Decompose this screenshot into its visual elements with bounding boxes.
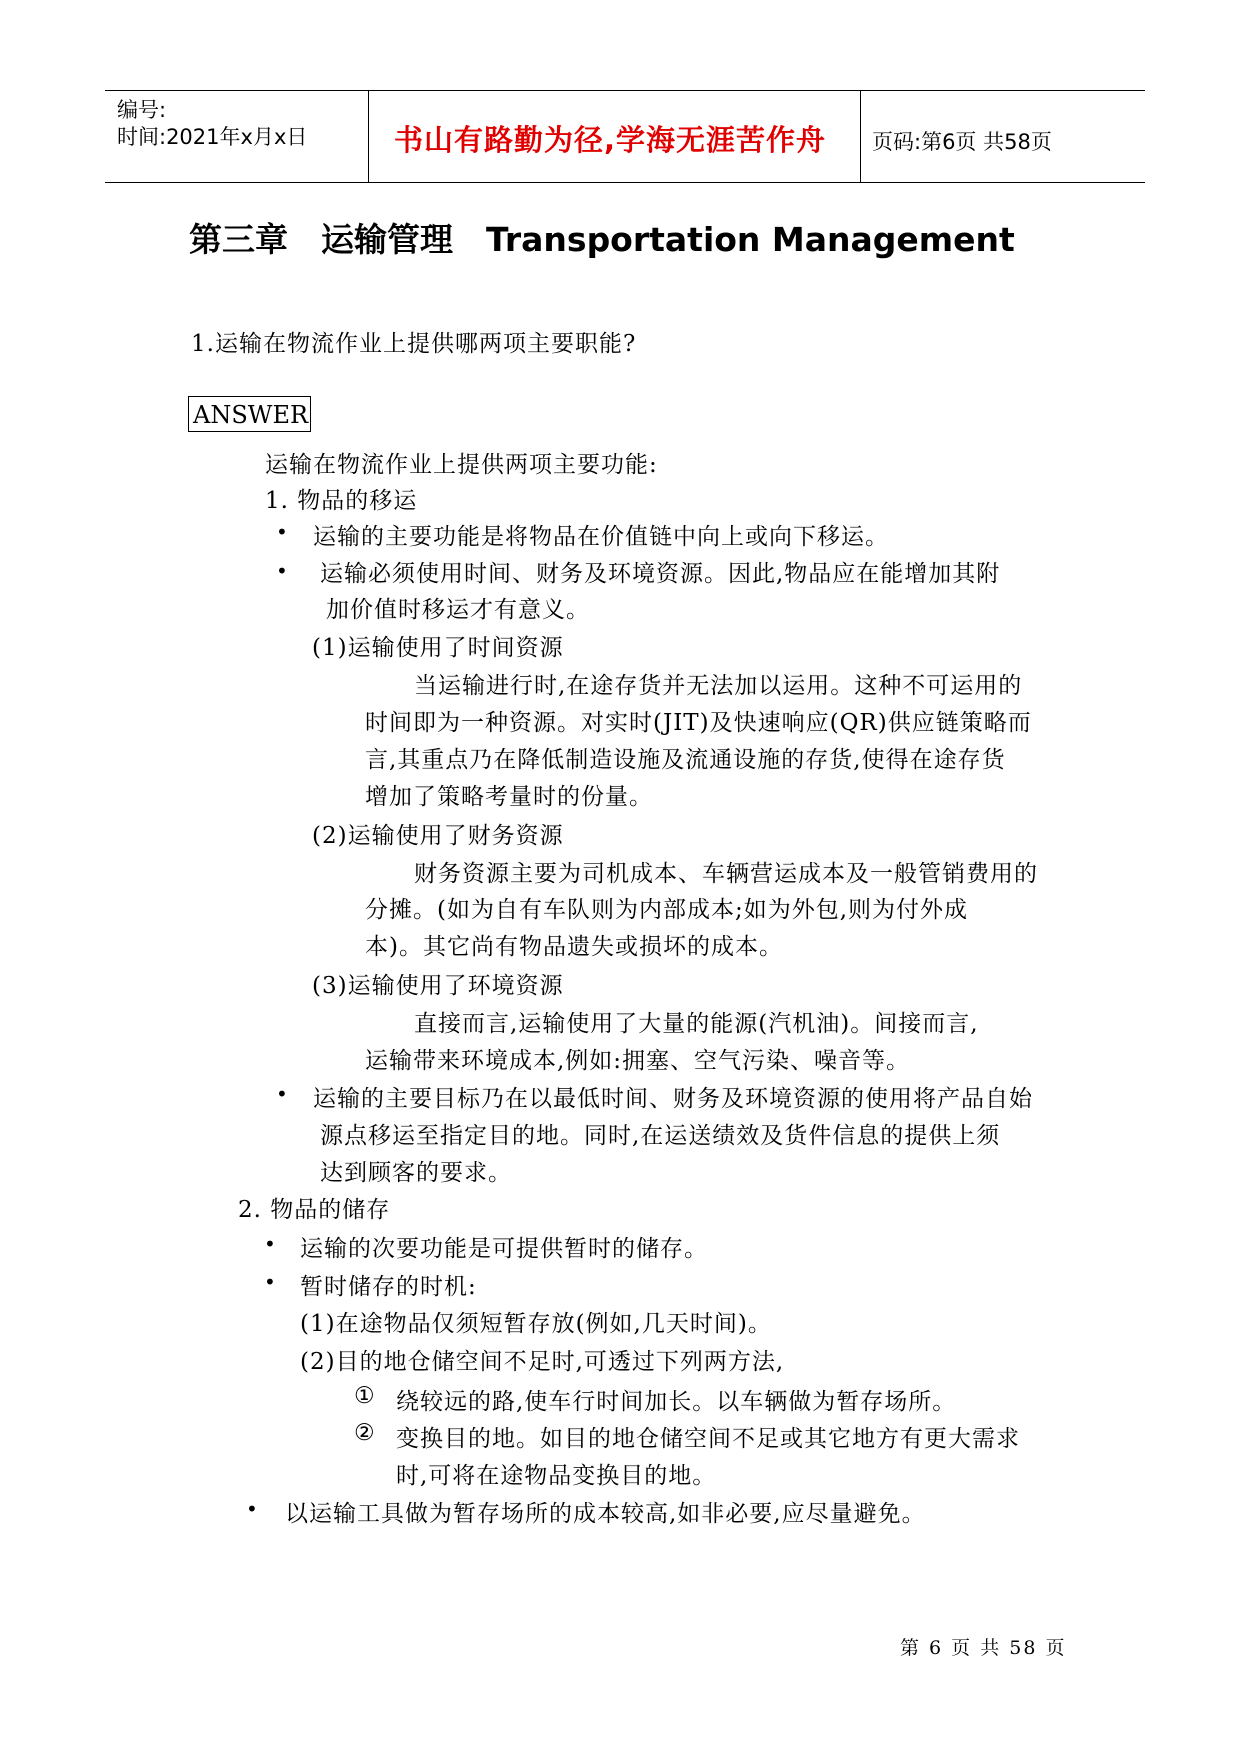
bullet-2-line-2: 加价值时移运才有意义。: [326, 597, 590, 623]
bullet-1-text: 运输的主要功能是将物品在价值链中向上或向下移运。: [313, 524, 889, 550]
header-bottom-rule: [105, 182, 1145, 183]
bullet-2-line-1: 运输必须使用时间、财务及环境资源。因此,物品应在能增加其附: [320, 561, 1001, 587]
bullet-6-text: 以运输工具做为暂存场所的成本较高,如非必要,应尽量避免。: [285, 1501, 926, 1527]
subsection-3: (3)运输使用了环境资源: [312, 973, 564, 999]
section-heading-1: 1. 物品的移运: [265, 488, 418, 514]
subsection-4: (1)在途物品仅须短暂存放(例如,几天时间)。: [300, 1311, 772, 1337]
paragraph-2-line-2: 分摊。(如为自有车队则为内部成本;如为外包,则为付外成: [365, 897, 969, 923]
bullet-icon: •: [276, 520, 288, 544]
header-time-label: 时间:2021年x月x日: [117, 125, 308, 149]
bullet-icon: •: [264, 1232, 276, 1256]
option-1-text: 绕较远的路,使车行时间加长。以车辆做为暂存场所。: [396, 1389, 957, 1415]
paragraph-2-line-1: 财务资源主要为司机成本、车辆营运成本及一般管销费用的: [414, 861, 1038, 887]
page-footer: 第 6 页 共 58 页: [900, 1637, 1067, 1659]
paragraph-1-line-2: 时间即为一种资源。对实时(JIT)及快速响应(QR)供应链策略而: [365, 710, 1032, 736]
section-heading-2: 2. 物品的储存: [238, 1197, 391, 1223]
header-serial-label: 编号:: [117, 98, 167, 122]
bullet-icon: •: [246, 1497, 258, 1521]
bullet-icon: •: [264, 1270, 276, 1294]
subsection-2: (2)运输使用了财务资源: [312, 823, 564, 849]
option-2-line-2: 时,可将在途物品变换目的地。: [396, 1463, 717, 1489]
circled-number-1: ①: [354, 1383, 376, 1409]
answer-label-box: ANSWER: [188, 396, 311, 432]
bullet-5-text: 暂时储存的时机:: [300, 1274, 477, 1300]
bullet-icon: •: [276, 559, 288, 583]
subsection-5: (2)目的地仓储空间不足时,可透过下列两方法,: [300, 1349, 785, 1375]
header-motto: 书山有路勤为径,学海无涯苦作舟: [394, 123, 827, 157]
bullet-3-line-3: 达到顾客的要求。: [320, 1160, 512, 1186]
subsection-1: (1)运输使用了时间资源: [312, 635, 564, 661]
header-divider-right: [860, 90, 861, 183]
circled-number-2: ②: [354, 1420, 376, 1446]
paragraph-1-line-3: 言,其重点乃在降低制造设施及流通设施的存货,使得在途存货: [365, 747, 1006, 773]
question-text: 1.运输在物流作业上提供哪两项主要职能?: [191, 331, 637, 357]
chapter-title: 第三章 运输管理 Transportation Management: [189, 220, 1015, 259]
answer-intro: 运输在物流作业上提供两项主要功能:: [265, 452, 658, 478]
header-divider-left: [368, 90, 369, 183]
paragraph-3-line-2: 运输带来环境成本,例如:拥塞、空气污染、噪音等。: [365, 1048, 911, 1074]
header-top-rule: [105, 90, 1145, 91]
paragraph-1-line-1: 当运输进行时,在途存货并无法加以运用。这种不可运用的: [414, 673, 1023, 699]
bullet-3-line-1: 运输的主要目标乃在以最低时间、财务及环境资源的使用将产品自始: [313, 1086, 1033, 1112]
paragraph-1-line-4: 增加了策略考量时的份量。: [365, 784, 653, 810]
paragraph-2-line-3: 本)。其它尚有物品遗失或损坏的成本。: [365, 934, 783, 960]
bullet-3-line-2: 源点移运至指定目的地。同时,在运送绩效及货件信息的提供上须: [320, 1123, 1001, 1149]
option-2-line-1: 变换目的地。如目的地仓储空间不足或其它地方有更大需求: [396, 1426, 1020, 1452]
bullet-icon: •: [276, 1082, 288, 1106]
paragraph-3-line-1: 直接而言,运输使用了大量的能源(汽机油)。间接而言,: [414, 1011, 979, 1037]
header-page-label: 页码:第6页 共58页: [872, 130, 1052, 154]
bullet-4-text: 运输的次要功能是可提供暂时的储存。: [300, 1236, 708, 1262]
